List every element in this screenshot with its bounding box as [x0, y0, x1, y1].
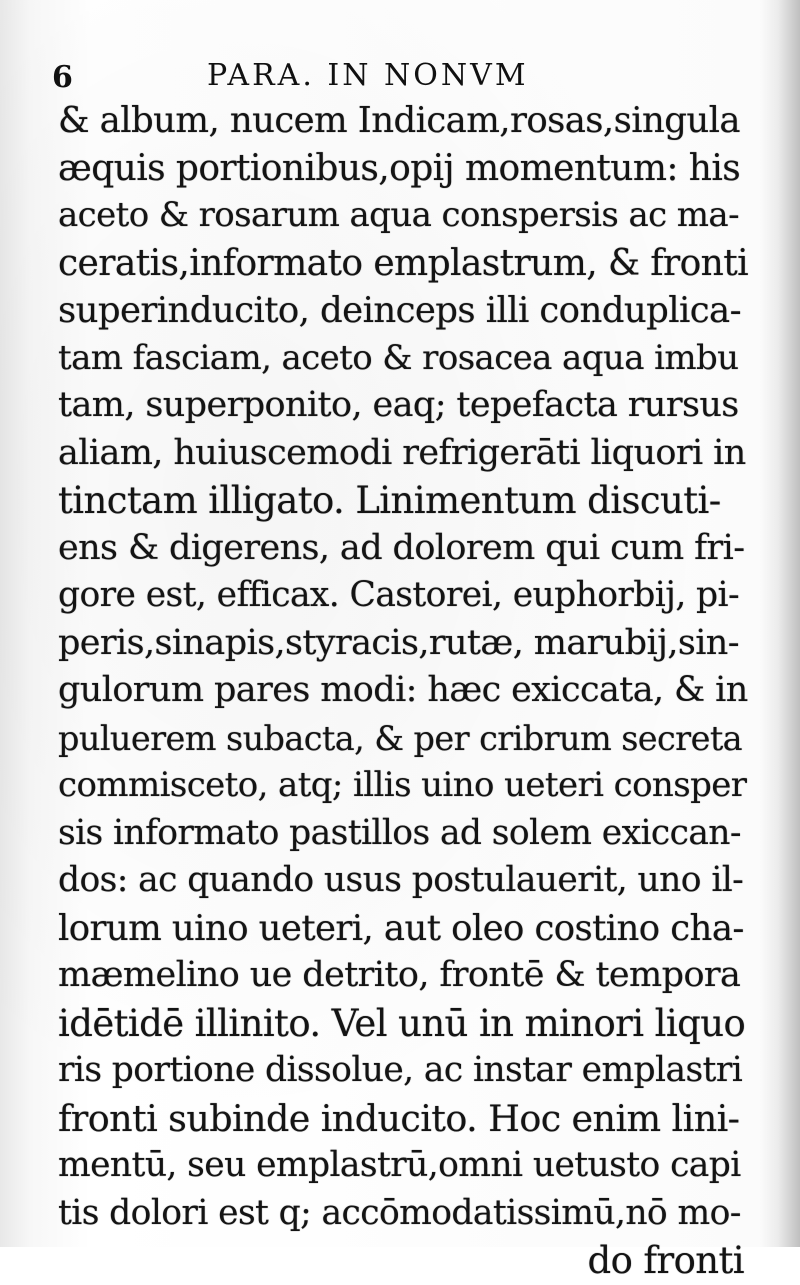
text-line: dos: ac quando usus postulauerit, uno il-: [58, 860, 744, 900]
text-line: puluerem subacta, & per cribrum secreta: [58, 718, 743, 758]
text-line: tam, superponito, eaq; tepefacta rursus: [58, 385, 739, 425]
text-line: aceto & rosarum aqua conspersis ac ma-: [58, 195, 739, 235]
text-line: sis informato pastillos ad solem exiccan-: [58, 812, 741, 853]
text-line: ceratis,informato emplastrum, & fronti: [58, 242, 749, 284]
text-line: ris portione dissolue, ac instar emplastri: [58, 1050, 743, 1090]
text-line: fronti subinde inducito. Hoc enim lini-: [58, 1096, 740, 1140]
text-line: aliam, huiuscemodi refrigerāti liquori in: [58, 432, 746, 473]
text-line: ens & digerens, ad dolorem qui cum fri-: [58, 527, 745, 568]
text-line: tinctam illigato. Linimentum discuti-: [58, 479, 721, 522]
catchword: do fronti: [587, 1239, 744, 1282]
text-line: gulorum pares modi: hæc exiccata, & in: [58, 670, 748, 710]
page-edge-shadow: [778, 0, 800, 1247]
text-line: lorum uino ueteri, aut oleo costino cha-: [58, 907, 744, 949]
text-line: mæmelino ue detrito, frontē & tempora: [58, 955, 741, 995]
text-line: peris,sinapis,styracis,rutæ, marubij,sin-: [58, 622, 739, 663]
text-line: mentū, seu emplastrū,omni uetusto capi: [58, 1145, 741, 1185]
text-line: superinducito, deinceps illi conduplica-: [58, 290, 741, 331]
text-line: æquis portionibus,opij momentum: his: [58, 147, 741, 189]
running-head: [52, 56, 612, 96]
text-line: idētidē illinito. Vel unū in minori liquo: [58, 1001, 746, 1045]
text-line: gore est, efficax. Castorei, euphorbij, pi-: [58, 575, 740, 615]
body-text: [58, 97, 748, 1285]
text-line: tis dolori est q; accōmodatissimū,nō mo-: [58, 1192, 741, 1233]
text-line: & album, nucem Indicam,rosas,singula: [58, 100, 740, 141]
text-line: tam fasciam, aceto & rosacea aqua imbu: [58, 337, 739, 378]
text-line: commisceto, atq; illis uino ueteri consper: [58, 765, 747, 805]
folio-number: 6: [52, 60, 73, 95]
running-title: PARA. IN NONVM: [207, 58, 529, 93]
